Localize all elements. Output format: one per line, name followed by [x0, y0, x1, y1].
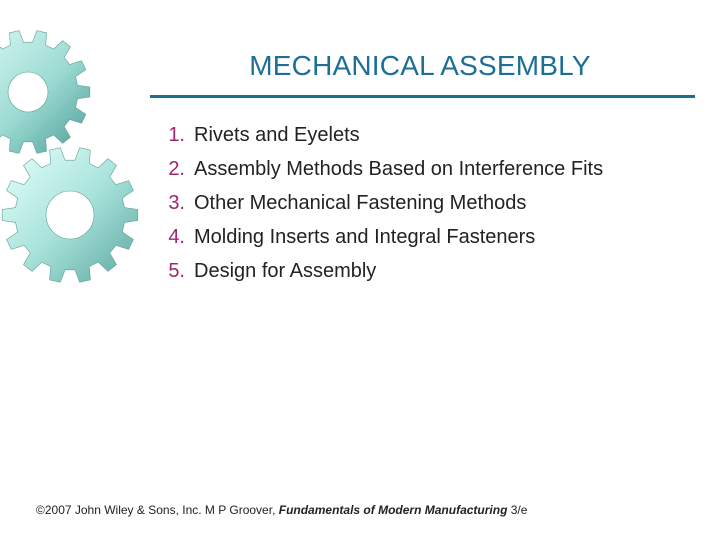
- gears-decoration: [0, 0, 150, 320]
- list-item: [155, 118, 675, 152]
- gear-icon: [0, 31, 90, 154]
- list-number: 2.: [168, 158, 185, 180]
- title-divider: [150, 95, 695, 98]
- slide-footer: [36, 503, 527, 517]
- list-item: [155, 254, 675, 288]
- list-item: [155, 220, 675, 254]
- list-number: 3.: [168, 192, 185, 214]
- list-item: [155, 152, 649, 186]
- list-text: Assembly Methods Based on Interference Fits: [194, 158, 604, 180]
- book-title: Fundamentals of Modern Manufacturing: [278, 503, 508, 517]
- list-text: Rivets and Eyelets: [194, 124, 360, 146]
- list-item: [155, 186, 675, 220]
- list-text: Other Mechanical Fastening Methods: [194, 192, 527, 214]
- slide-title: MECHANICAL ASSEMBLY: [249, 50, 591, 81]
- copyright-text: ©2007 John Wiley & Sons, Inc. M P Groover,: [36, 503, 279, 517]
- gear-icon: [2, 148, 138, 283]
- list-text: Molding Inserts and Integral Fasteners: [194, 226, 536, 248]
- list-number: 5.: [168, 260, 185, 282]
- list-number: 4.: [168, 226, 185, 248]
- list-text: Design for Assembly: [194, 260, 377, 282]
- topic-list: [155, 118, 675, 288]
- edition-text: 3/e: [507, 503, 528, 517]
- list-number: 1.: [168, 124, 185, 146]
